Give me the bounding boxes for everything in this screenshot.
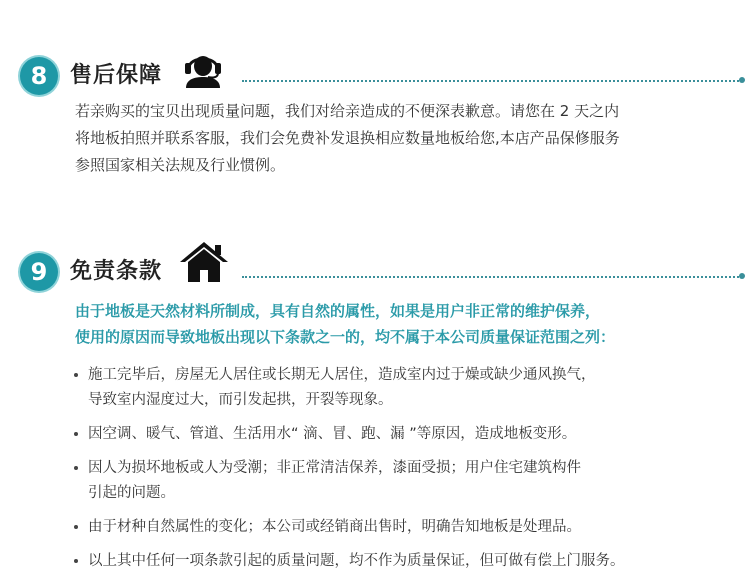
list-item-line: 以上其中任何一项条款引起的质量问题，均不作为质量保证，但可做有偿上门服务。 <box>88 553 625 569</box>
house-icon <box>178 240 230 284</box>
list-item-line: 导致室内湿度过大，而引发起拱，开裂等现象。 <box>88 392 393 408</box>
section-9-header <box>20 244 745 288</box>
bullet-dot <box>74 373 78 377</box>
bullet-dot <box>74 559 78 563</box>
intro-line: 使用的原因而导致地板出现以下条款之一的，均不属于本公司质量保证范围之列： <box>75 328 616 346</box>
section-title: 售后保障 <box>70 63 163 88</box>
paragraph-line: 若亲购买的宝贝出现质量问题，我们对给亲造成的不便深表歉意。请您在 2 天之内 <box>75 102 620 120</box>
list-item-line: 由于材种自然属性的变化；本公司或经销商出售时，明确告知地板是处理品。 <box>88 519 581 535</box>
paragraph-line: 参照国家相关法规及行业惯例。 <box>75 156 286 174</box>
bullet-dot <box>74 525 78 529</box>
list-item <box>72 456 742 506</box>
dotted-divider <box>242 276 739 278</box>
bullet-dot <box>74 432 78 436</box>
disclaimer-intro <box>75 298 740 350</box>
disclaimer-list <box>72 363 742 583</box>
list-item-line: 引起的问题。 <box>88 485 175 501</box>
section-number-badge: 9 <box>20 253 58 291</box>
headset-support-icon <box>180 48 226 88</box>
section-8-header <box>20 48 745 92</box>
section-number-badge: 8 <box>20 57 58 95</box>
paragraph-line: 将地板拍照并联系客服，我们会免费补发退换相应数量地板给您,本店产品保修服务 <box>75 129 620 147</box>
divider-end-dot <box>739 77 745 83</box>
list-item-line: 因空调、暖气、管道、生活用水“ 滴、冒、跑、漏 ”等原因，造成地板变形。 <box>88 426 577 442</box>
list-item <box>72 422 742 447</box>
intro-line: 由于地板是天然材料所制成，具有自然的属性，如果是用户非正常的维护保养， <box>75 302 601 320</box>
section-title: 免责条款 <box>70 259 163 284</box>
dotted-divider <box>242 80 739 82</box>
list-item <box>72 363 742 413</box>
bullet-dot <box>74 466 78 470</box>
section-8-paragraph <box>75 98 735 179</box>
list-item <box>72 549 742 574</box>
divider-end-dot <box>739 273 745 279</box>
list-item <box>72 515 742 540</box>
list-item-line: 施工完毕后，房屋无人居住或长期无人居住，造成室内过于燥或缺少通风换气， <box>88 367 596 383</box>
list-item-line: 因人为损坏地板或人为受潮；非正常清洁保养，漆面受损；用户住宅建筑构件 <box>88 460 581 476</box>
